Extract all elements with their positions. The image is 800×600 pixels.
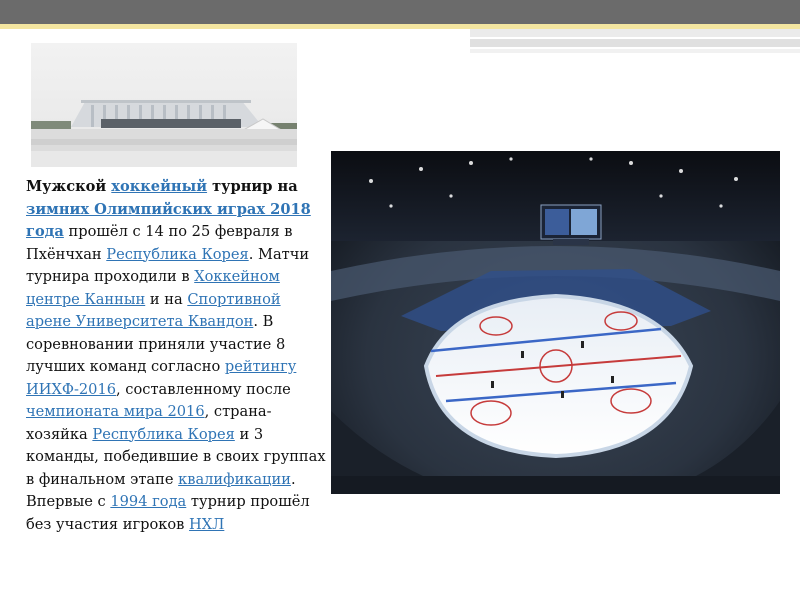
paragraph-text: , составленному после [116,380,291,398]
paragraph-link[interactable]: хоккейный [111,178,208,195]
paragraph-link[interactable]: зимних Олимпийских играх 2018 года [26,200,311,240]
paragraph-text: . Впервые с [26,470,296,510]
paragraph-text-bold: турнир на [207,178,298,195]
paragraph-link[interactable]: НХЛ [189,515,225,533]
arena-interior-photo [331,151,780,494]
paragraph-text: и на [145,290,188,308]
paragraph-link[interactable]: Спортивной арене Университета Квандон [26,290,281,330]
paragraph-link[interactable]: 1994 года [110,493,187,510]
paragraph-text: . Матчи турнира проходили в [26,245,310,285]
paragraph-link[interactable]: квалификации [178,470,291,488]
arena-exterior-photo [31,43,297,167]
paragraph-text-bold: Мужской [26,178,112,195]
slide-decor-stripes [470,29,800,55]
paragraph-text: . В соревновании приняли участие 8 лучших команд согласно [26,313,286,375]
paragraph-link[interactable]: рейтингу ИИХФ-2016 [26,358,297,398]
paragraph-link[interactable]: Республика Корея [106,245,249,263]
slide-top-bar [0,0,800,29]
paragraph-link[interactable]: Республика Корея [92,425,235,443]
paragraph-text: и 3 команды, победившие в своих группах в финальном этапе [26,425,326,488]
paragraph-link[interactable]: Хоккейном центре Каннын [26,268,280,308]
paragraph-text: , страна-хозяйка [26,403,272,443]
olympic-hockey-paragraph [26,176,326,536]
paragraph-link[interactable]: чемпионата мира 2016 [26,403,205,420]
paragraph-text: турнир прошёл без участия игроков [26,493,310,533]
paragraph-text: прошёл с 14 по 25 февраля в Пхёнчхан [26,223,293,263]
